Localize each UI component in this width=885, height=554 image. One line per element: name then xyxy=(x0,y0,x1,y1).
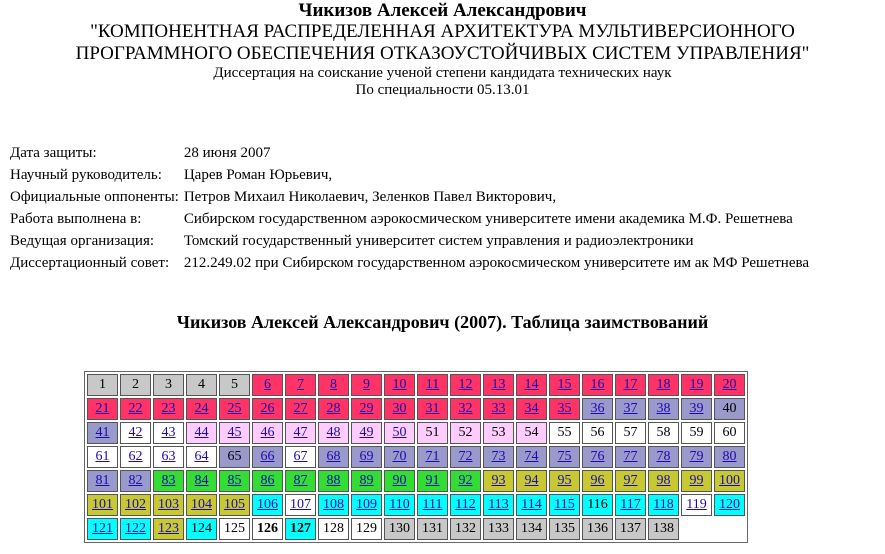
grid-row xyxy=(87,374,745,396)
grid-cell: 138 xyxy=(648,518,679,540)
grid-cell: 56 xyxy=(582,422,613,444)
grid-cell-link[interactable]: 112 xyxy=(455,497,476,512)
grid-cell: 54 xyxy=(516,422,547,444)
grid-cell-link[interactable]: 50 xyxy=(392,425,407,440)
grid-cell xyxy=(285,398,316,420)
grid-cell xyxy=(714,374,745,396)
grid-cell xyxy=(615,446,646,468)
grid-cell: 55 xyxy=(549,422,580,444)
grid-cell-link[interactable]: 63 xyxy=(161,449,176,464)
grid-cell-link[interactable]: 10 xyxy=(392,377,407,392)
grid-cell-link[interactable]: 85 xyxy=(227,473,242,488)
grid-cell-link[interactable]: 8 xyxy=(330,377,337,392)
grid-cell-link[interactable]: 122 xyxy=(125,521,146,536)
grid-cell: 53 xyxy=(483,422,514,444)
grid-cell-link[interactable]: 68 xyxy=(326,449,341,464)
grid-cell-link[interactable]: 82 xyxy=(128,473,143,488)
grid-cell-link[interactable]: 99 xyxy=(689,473,704,488)
grid-cell xyxy=(384,446,415,468)
grid-cell: 57 xyxy=(615,422,646,444)
grid-cell-link[interactable]: 105 xyxy=(224,497,245,512)
grid-cell-link[interactable]: 42 xyxy=(128,425,143,440)
grid-cell-link[interactable]: 36 xyxy=(590,401,605,416)
grid-cell xyxy=(549,470,580,492)
grid-cell: 124 xyxy=(186,518,217,540)
grid-cell xyxy=(648,374,679,396)
grid-cell xyxy=(615,398,646,420)
grid-cell-link[interactable]: 39 xyxy=(689,401,704,416)
grid-cell xyxy=(681,446,712,468)
grid-cell-link[interactable]: 69 xyxy=(359,449,374,464)
grid-cell-link[interactable]: 32 xyxy=(458,401,473,416)
grid-cell-link[interactable]: 89 xyxy=(359,473,374,488)
grid-cell xyxy=(582,374,613,396)
dissertation-header xyxy=(0,0,885,99)
grid-cell xyxy=(714,446,745,468)
grid-cell xyxy=(285,374,316,396)
grid-cell-link[interactable]: 15 xyxy=(557,377,572,392)
grid-cell-link[interactable]: 49 xyxy=(359,425,374,440)
grid-cell-link[interactable]: 97 xyxy=(623,473,638,488)
grid-cell-link[interactable]: 109 xyxy=(356,497,377,512)
grid-cell: 5 xyxy=(219,374,250,396)
info-value: Томский государственный университет систем управления и радиоэлектроники xyxy=(183,232,694,249)
grid-cell xyxy=(285,470,316,492)
info-row-leading-org xyxy=(8,230,812,252)
grid-cell-link[interactable]: 98 xyxy=(656,473,671,488)
grid-cell-link[interactable]: 86 xyxy=(260,473,275,488)
grid-cell-link[interactable]: 11 xyxy=(425,377,440,392)
grid-cell: 130 xyxy=(384,518,415,540)
info-value: Царев Роман Юрьевич, xyxy=(183,166,333,183)
grid-cell xyxy=(120,398,151,420)
grid-cell-link[interactable]: 87 xyxy=(293,473,308,488)
grid-cell: 135 xyxy=(549,518,580,540)
grid-cell-link[interactable]: 111 xyxy=(422,497,443,512)
grid-cell-link[interactable]: 80 xyxy=(722,449,737,464)
grid-cell-link[interactable]: 64 xyxy=(194,449,209,464)
info-label: Диссертационный совет: xyxy=(10,254,170,271)
grid-cell-link[interactable]: 100 xyxy=(719,473,740,488)
grid-cell-link[interactable]: 119 xyxy=(686,497,707,512)
grid-cell-link[interactable]: 6 xyxy=(264,377,271,392)
grid-cell xyxy=(219,470,250,492)
grid-cell-link[interactable]: 95 xyxy=(557,473,572,488)
grid-row xyxy=(87,398,745,420)
degree-line: Диссертация на соискание ученой степени кандидата технических наук xyxy=(213,65,672,81)
grid-cell-link[interactable]: 117 xyxy=(620,497,641,512)
grid-cell-link[interactable]: 23 xyxy=(161,401,176,416)
grid-cell xyxy=(318,494,349,516)
grid-cell xyxy=(384,374,415,396)
grid-cell-link[interactable]: 92 xyxy=(458,473,473,488)
grid-cell: 2 xyxy=(120,374,151,396)
grid-cell-link[interactable]: 13 xyxy=(491,377,506,392)
grid-cell xyxy=(417,494,448,516)
info-value: Петров Михаил Николаевич, Зеленков Павел Викторович, xyxy=(183,188,557,205)
grid-cell-link[interactable]: 18 xyxy=(656,377,671,392)
grid-cell xyxy=(384,494,415,516)
dissertation-title-line-1: "КОМПОНЕНТНАЯ РАСПРЕДЕЛЕННАЯ АРХИТЕКТУРА МУЛЬТИВЕРСИОННОГО xyxy=(90,21,795,42)
grid-cell xyxy=(285,494,316,516)
grid-cell-link[interactable]: 41 xyxy=(95,425,110,440)
grid-cell xyxy=(648,494,679,516)
grid-cell xyxy=(549,398,580,420)
grid-cell xyxy=(450,470,481,492)
grid-cell xyxy=(318,374,349,396)
grid-row xyxy=(87,518,745,540)
grid-cell: 116 xyxy=(582,494,613,516)
grid-cell xyxy=(417,446,448,468)
specialty-line: По специальности 05.13.01 xyxy=(355,82,530,98)
grid-cell-link[interactable]: 46 xyxy=(260,425,275,440)
grid-cell xyxy=(582,470,613,492)
info-value: 28 июня 2007 xyxy=(183,144,271,161)
grid-cell xyxy=(417,374,448,396)
grid-cell xyxy=(483,446,514,468)
borrowings-table-title: Чикизов Алексей Александрович (2007). Таблица заимствований xyxy=(176,312,709,332)
grid-cell xyxy=(582,446,613,468)
grid-cell-link[interactable]: 76 xyxy=(590,449,605,464)
grid-cell-link[interactable]: 77 xyxy=(623,449,638,464)
grid-cell-link[interactable]: 62 xyxy=(128,449,143,464)
grid-cell xyxy=(186,494,217,516)
grid-cell-link[interactable]: 31 xyxy=(425,401,440,416)
grid-cell xyxy=(153,422,184,444)
grid-cell-link[interactable]: 79 xyxy=(689,449,704,464)
grid-cell xyxy=(351,446,382,468)
grid-cell: 52 xyxy=(450,422,481,444)
grid-cell xyxy=(681,398,712,420)
grid-cell-link[interactable]: 75 xyxy=(557,449,572,464)
info-value: Сибирском государственном аэрокосмическом университете имени академика М.Ф. Решетнева xyxy=(183,210,793,227)
grid-cell-link[interactable]: 21 xyxy=(95,401,110,416)
grid-cell xyxy=(318,470,349,492)
grid-cell-link[interactable]: 103 xyxy=(158,497,179,512)
grid-cell-link[interactable]: 30 xyxy=(392,401,407,416)
grid-cell-link[interactable]: 44 xyxy=(194,425,209,440)
grid-cell-link[interactable]: 71 xyxy=(425,449,440,464)
grid-cell xyxy=(384,470,415,492)
grid-cell xyxy=(351,470,382,492)
grid-cell xyxy=(450,374,481,396)
grid-cell xyxy=(87,518,118,540)
grid-cell-link[interactable]: 43 xyxy=(161,425,176,440)
grid-cell-link[interactable]: 74 xyxy=(524,449,539,464)
grid-cell xyxy=(318,446,349,468)
grid-cell-link[interactable]: 96 xyxy=(590,473,605,488)
grid-row xyxy=(87,446,745,468)
grid-cell-link[interactable]: 22 xyxy=(128,401,143,416)
grid-cell-link[interactable]: 114 xyxy=(521,497,542,512)
grid-cell-link[interactable]: 19 xyxy=(689,377,704,392)
grid-cell xyxy=(219,422,250,444)
grid-cell-link[interactable]: 37 xyxy=(623,401,638,416)
grid-cell: 40 xyxy=(714,398,745,420)
grid-cell-link[interactable]: 7 xyxy=(297,377,304,392)
grid-cell: 65 xyxy=(219,446,250,468)
grid-cell xyxy=(384,398,415,420)
grid-cell xyxy=(450,494,481,516)
grid-cell xyxy=(417,470,448,492)
grid-cell xyxy=(648,398,679,420)
grid-cell xyxy=(681,494,712,516)
grid-cell-link[interactable]: 84 xyxy=(194,473,209,488)
grid-cell: 59 xyxy=(681,422,712,444)
grid-cell-link[interactable]: 26 xyxy=(260,401,275,416)
grid-cell xyxy=(516,446,547,468)
grid-cell-link[interactable]: 20 xyxy=(722,377,737,392)
grid-cell xyxy=(549,374,580,396)
grid-cell-link[interactable]: 94 xyxy=(524,473,539,488)
grid-cell-link[interactable]: 93 xyxy=(491,473,506,488)
grid-cell: 3 xyxy=(153,374,184,396)
info-value: 212.249.02 при Сибирском государственном аэрокосмическом университете им ак МФ Решетнева xyxy=(183,254,810,271)
grid-cell: 128 xyxy=(318,518,349,540)
grid-cell: 1 xyxy=(87,374,118,396)
grid-cell xyxy=(549,494,580,516)
grid-cell xyxy=(219,398,250,420)
grid-cell xyxy=(483,494,514,516)
grid-cell xyxy=(516,494,547,516)
grid-cell xyxy=(516,398,547,420)
info-label: Ведущая организация: xyxy=(10,232,155,249)
grid-cell-link[interactable]: 118 xyxy=(653,497,674,512)
grid-cell xyxy=(219,494,250,516)
grid-cell xyxy=(252,470,283,492)
grid-cell-link[interactable]: 47 xyxy=(293,425,308,440)
grid-cell: 133 xyxy=(483,518,514,540)
grid-cell xyxy=(252,494,283,516)
grid-cell xyxy=(351,422,382,444)
grid-cell xyxy=(153,518,184,540)
grid-cell xyxy=(87,398,118,420)
grid-cell-link[interactable]: 29 xyxy=(359,401,374,416)
grid-cell-link[interactable]: 101 xyxy=(92,497,113,512)
grid-cell xyxy=(120,422,151,444)
grid-cell xyxy=(186,446,217,468)
grid-cell xyxy=(450,398,481,420)
info-row-supervisor xyxy=(8,164,812,186)
grid-row xyxy=(87,422,745,444)
grid-cell xyxy=(87,422,118,444)
grid-cell xyxy=(285,422,316,444)
grid-cell-link[interactable]: 12 xyxy=(458,377,473,392)
grid-cell-link[interactable]: 25 xyxy=(227,401,242,416)
info-row-opponents xyxy=(8,186,812,208)
grid-cell-link[interactable]: 24 xyxy=(194,401,209,416)
grid-cell xyxy=(186,398,217,420)
grid-cell: 127 xyxy=(285,518,316,540)
grid-cell-link[interactable]: 34 xyxy=(524,401,539,416)
grid-cell-link[interactable]: 104 xyxy=(191,497,212,512)
grid-cell xyxy=(285,446,316,468)
grid-cell-link[interactable]: 14 xyxy=(524,377,539,392)
grid-cell xyxy=(252,374,283,396)
grid-cell xyxy=(450,446,481,468)
grid-cell-link[interactable]: 83 xyxy=(161,473,176,488)
grid-cell-link[interactable]: 73 xyxy=(491,449,506,464)
grid-cell xyxy=(648,446,679,468)
grid-cell-link[interactable]: 17 xyxy=(623,377,638,392)
grid-cell-link[interactable]: 61 xyxy=(95,449,110,464)
grid-cell-link[interactable]: 102 xyxy=(125,497,146,512)
grid-cell-link[interactable]: 35 xyxy=(557,401,572,416)
grid-cell xyxy=(120,446,151,468)
grid-cell: 132 xyxy=(450,518,481,540)
grid-cell: 60 xyxy=(714,422,745,444)
grid-cell xyxy=(714,470,745,492)
grid-cell xyxy=(615,374,646,396)
grid-cell xyxy=(186,422,217,444)
grid-cell-link[interactable]: 78 xyxy=(656,449,671,464)
info-row-institution xyxy=(8,208,812,230)
grid-cell-link[interactable]: 120 xyxy=(719,497,740,512)
grid-cell xyxy=(351,398,382,420)
grid-cell xyxy=(483,374,514,396)
grid-cell xyxy=(648,470,679,492)
grid-cell xyxy=(120,470,151,492)
grid-cell xyxy=(549,446,580,468)
grid-cell xyxy=(318,398,349,420)
grid-cell: 58 xyxy=(648,422,679,444)
grid-cell xyxy=(153,446,184,468)
grid-cell-link[interactable]: 121 xyxy=(92,521,113,536)
grid-cell xyxy=(516,470,547,492)
grid-cell-link[interactable]: 72 xyxy=(458,449,473,464)
grid-cell xyxy=(681,374,712,396)
grid-cell-link[interactable]: 106 xyxy=(257,497,278,512)
grid-cell xyxy=(417,398,448,420)
grid-cell: 137 xyxy=(615,518,646,540)
grid-cell-link[interactable]: 38 xyxy=(656,401,671,416)
grid-cell-link[interactable]: 9 xyxy=(363,377,370,392)
grid-cell-link[interactable]: 123 xyxy=(158,521,179,536)
grid-cell xyxy=(153,398,184,420)
grid-cell-link[interactable]: 27 xyxy=(293,401,308,416)
grid-cell-link[interactable]: 66 xyxy=(260,449,275,464)
grid-cell xyxy=(87,470,118,492)
grid-cell-link[interactable]: 81 xyxy=(95,473,110,488)
grid-cell xyxy=(153,494,184,516)
grid-cell-link[interactable]: 28 xyxy=(326,401,341,416)
grid-cell-link[interactable]: 91 xyxy=(425,473,440,488)
grid-cell-link[interactable]: 45 xyxy=(227,425,242,440)
grid-cell-link[interactable]: 67 xyxy=(293,449,308,464)
grid-cell-link[interactable]: 90 xyxy=(392,473,407,488)
grid-cell: 125 xyxy=(219,518,250,540)
grid-cell xyxy=(681,470,712,492)
grid-cell xyxy=(252,422,283,444)
grid-cell-link[interactable]: 48 xyxy=(326,425,341,440)
grid-row xyxy=(87,494,745,516)
grid-cell: 51 xyxy=(417,422,448,444)
grid-cell: 134 xyxy=(516,518,547,540)
grid-cell-link[interactable]: 33 xyxy=(491,401,506,416)
grid-cell: 4 xyxy=(186,374,217,396)
grid-row xyxy=(87,470,745,492)
info-label: Работа выполнена в: xyxy=(10,210,142,227)
grid-cell xyxy=(582,398,613,420)
grid-cell-link[interactable]: 107 xyxy=(290,497,311,512)
grid-cell xyxy=(615,494,646,516)
borrowings-grid xyxy=(84,371,748,543)
grid-cell: 126 xyxy=(252,518,283,540)
grid-cell: 131 xyxy=(417,518,448,540)
grid-cell xyxy=(186,470,217,492)
grid-cell-link[interactable]: 115 xyxy=(554,497,575,512)
grid-cell xyxy=(318,422,349,444)
grid-cell xyxy=(87,446,118,468)
grid-cell xyxy=(87,494,118,516)
info-row-council xyxy=(8,252,812,274)
grid-cell xyxy=(483,470,514,492)
grid-cell xyxy=(351,374,382,396)
dissertation-title-line-2: ПРОГРАММНОГО ОБЕСПЕЧЕНИЯ ОТКАЗОУСТОЙЧИВЫХ СИСТЕМ УПРАВЛЕНИЯ" xyxy=(75,43,810,64)
grid-cell xyxy=(351,494,382,516)
grid-cell xyxy=(483,398,514,420)
grid-cell xyxy=(615,470,646,492)
info-row-defense-date xyxy=(8,142,812,164)
info-label: Дата защиты: xyxy=(10,144,97,161)
grid-cell xyxy=(120,494,151,516)
grid-cell xyxy=(252,398,283,420)
grid-cell-link[interactable]: 113 xyxy=(488,497,509,512)
grid-cell xyxy=(384,422,415,444)
grid-cell: 136 xyxy=(582,518,613,540)
grid-cell-link[interactable]: 110 xyxy=(389,497,410,512)
grid-cell-link[interactable]: 88 xyxy=(326,473,341,488)
author-name: Чикизов Алексей Александрович xyxy=(298,0,587,21)
grid-cell-link[interactable]: 16 xyxy=(590,377,605,392)
info-label: Официальные оппоненты: xyxy=(10,188,179,205)
grid-cell xyxy=(516,374,547,396)
dissertation-info-table xyxy=(8,142,812,274)
grid-cell-link[interactable]: 70 xyxy=(392,449,407,464)
grid-cell xyxy=(252,446,283,468)
grid-cell xyxy=(153,470,184,492)
info-label: Научный руководитель: xyxy=(10,166,162,183)
grid-cell xyxy=(714,494,745,516)
grid-cell xyxy=(120,518,151,540)
grid-cell: 129 xyxy=(351,518,382,540)
grid-cell-link[interactable]: 108 xyxy=(323,497,344,512)
